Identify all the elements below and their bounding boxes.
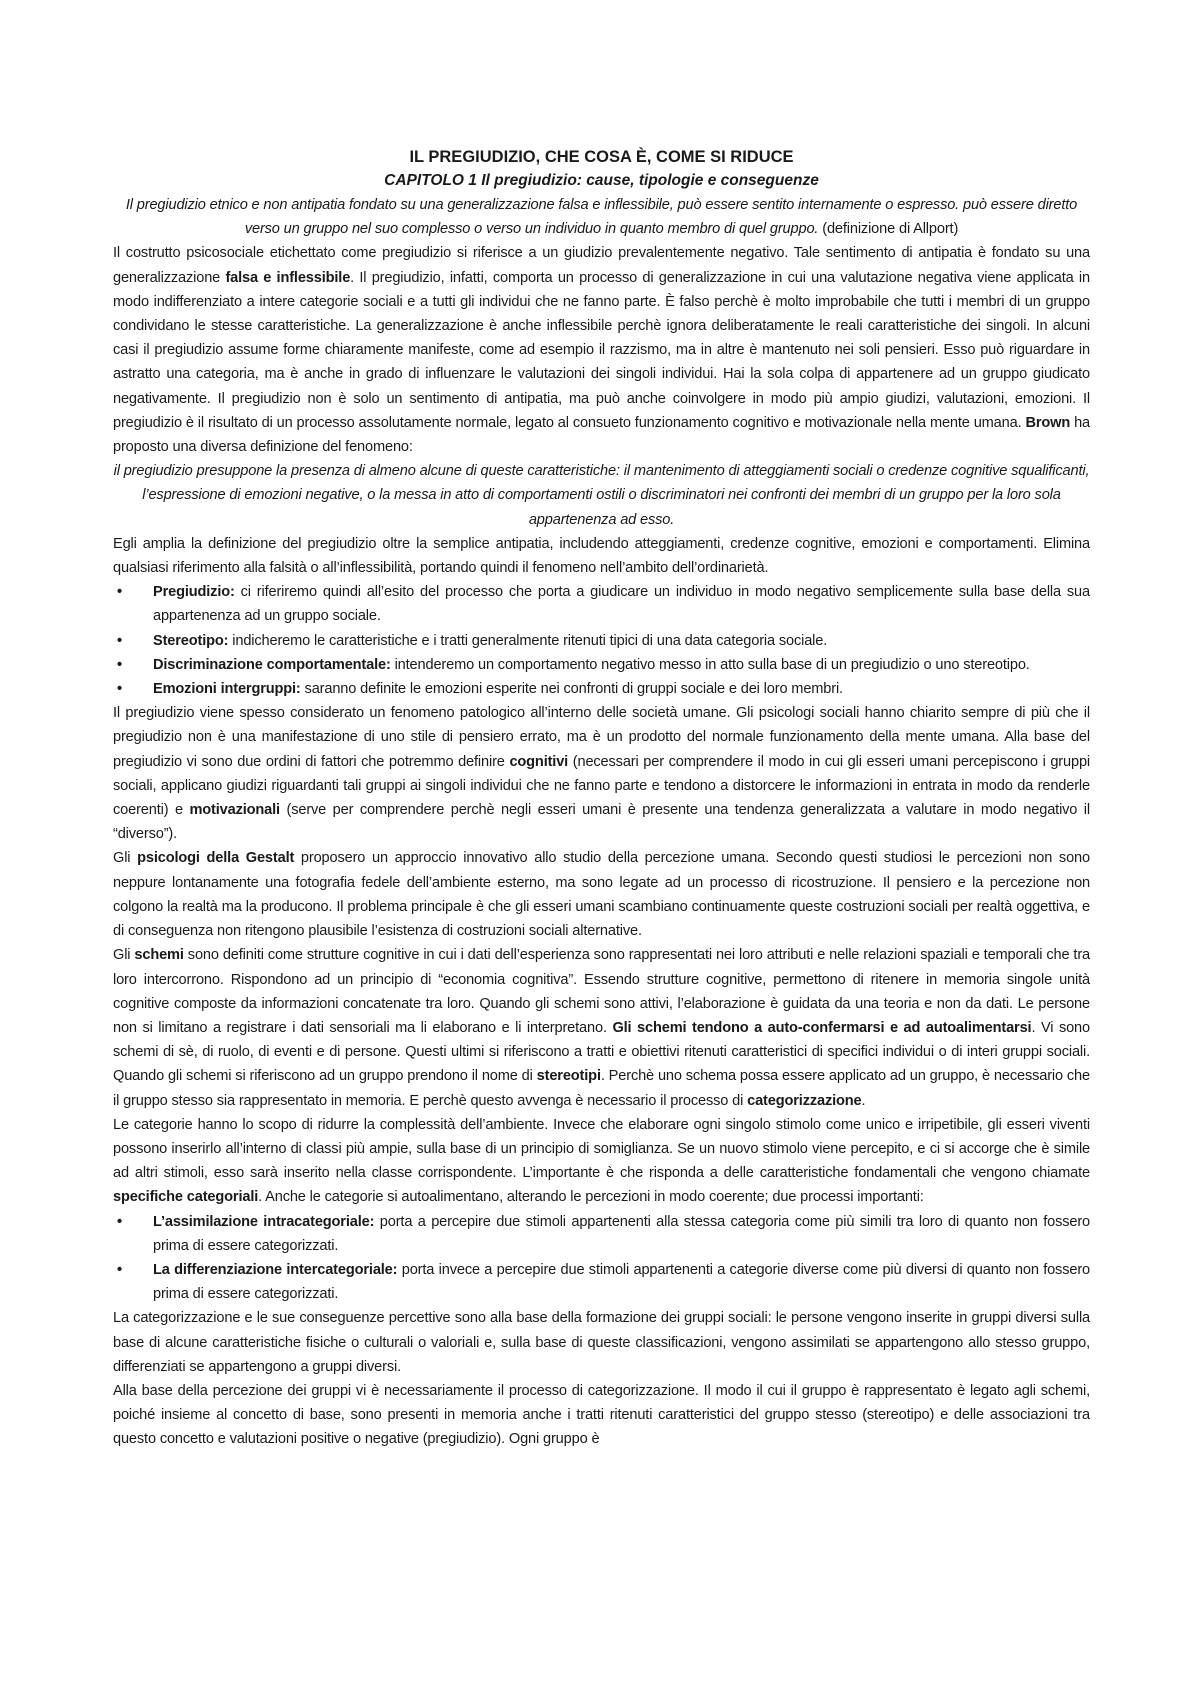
bullet-icon: • [117, 632, 122, 649]
list-item [113, 1210, 1090, 1258]
bullet-text: ci riferiremo quindi all’esito del processo che porta a giudicare un individuo in modo negativo semplicemente sulla base della sua appartenenza ad un gruppo sociale. [153, 584, 1090, 625]
list-item [113, 653, 1090, 677]
list-item [113, 629, 1090, 653]
bullet-icon: • [117, 1213, 122, 1230]
paragraph-text: Le categorie hanno lo scopo di ridurre la complessità dell’ambiente. Invece che elaborare ogni singolo stimolo come unico e irripetibile, gli esseri viventi possono inserirlo all’interno di classi più ampie, sulla base di un principio di somiglianza. Se un nuovo stimolo viene percepito, e ci si accorge che è simile ad altri stimoli, esso sarà inserito nella classe corrispondente. L’importante è che risponda a delle caratteristiche fondamentali che vengono chiamate [113, 1116, 1090, 1182]
paragraph-text: Gli [113, 947, 135, 964]
paragraph-group-perception: Alla base della percezione dei gruppi vi è necessariamente il processo di categorizzazione. Il modo il cui il gruppo è rappresentato è legato agli schemi, poiché insieme al concetto di base, sono presenti in memoria anche i tratti ritenuti caratteristici del gruppo stesso (stereotipo) e delle associazioni tra questo concetto e valutazioni positive o negative (pregiudizio). Ogni gruppo è [113, 1382, 1090, 1448]
paragraph-text: (serve per comprendere perchè negli esseri umani è presente una tendenza generalizzata a valutare in modo negativo il “diverso”). [113, 802, 1090, 843]
bullet-icon: • [117, 584, 122, 601]
paragraph-text: Gli [113, 850, 138, 867]
categorization-processes-list [113, 1210, 1090, 1307]
bullet-text: saranno definite le emozioni esperite nei confronti di gruppi sociale e dei loro membri. [300, 681, 843, 698]
paragraph-text: sono definiti come strutture cognitive in cui i dati dell’esperienza sono rappresentati nei loro attributi e nelle relazioni spaziali e temporali che tra loro intercorrono. Rispondono ad un principio di “economia cognitiva”. Essendo strutture cognitive, permettono di ritenere in memoria singole unità cognitive composte da informazioni concatenate tra loro. Quando gli schemi sono attivi, l’elaborazione è guidata da una teoria e non da dati. Le persone non si limitano a registrare i dati sensoriali ma li elaborano e li interpretano. [113, 947, 1090, 1036]
paragraph-text: Il pregiudizio viene spesso considerato un fenomeno patologico all’interno delle società umane. Gli psicologi sociali hanno chiarito sempre di più che il pregiudizio non è una manifestazione di uno stile di pensiero errato, ma è un prodotto del normale funzionamento della mente umana. Alla base del pregiudizio vi sono due ordini di fattori che potremmo definire [113, 705, 1090, 770]
paragraph-text: . [861, 1092, 866, 1109]
paragraph-text: . Perchè uno schema possa essere applicato ad un gruppo, è necessario che il gruppo stesso sia rappresentato in memoria. E perchè questo avvenga è necessario il processo di [113, 1068, 1090, 1109]
bullet-text: intenderemo un comportamento negativo messo in atto sulla base di un pregiudizio o uno stereotipo. [390, 656, 1030, 673]
bullet-term: La differenziazione intercategoriale: [153, 1261, 398, 1278]
bold-term: specifiche categoriali [113, 1189, 259, 1206]
bold-term: Brown [1025, 414, 1071, 431]
allport-definition [113, 193, 1090, 241]
list-item [113, 1258, 1090, 1306]
paragraph-text: . Vi sono schemi di sè, di ruolo, di eventi e di persone. Questi ultimi si riferiscono a tratti e obiettivi ritenuti caratteristici di specifici individui o di interi gruppi sociali. Quando gli schemi si riferiscono ad un gruppo prendono il nome di [113, 1019, 1090, 1085]
bullet-term: Emozioni intergruppi: [153, 681, 301, 698]
paragraph-text: proposero un approccio innovativo allo studio della percezione umana. Secondo questi studiosi le percezioni non sono neppure lontanamente una fotografia fedele dell’ambiente esterno, ma sono legate ad un processo di ricostruzione. Il pensiero e la percezione non colgono la realtà ma la producono. Il problema principale è che gli esseri umani scambiano continuamente queste costruzioni sociali per realtà oggettiva, e di conseguenza non ritengono plausibile l’esistenza di costruzioni sociali alternative. [113, 850, 1090, 940]
bullet-text: porta invece a percepire due stimoli appartenenti a categorie diverse come più diversi di quanto non fossero prima di essere categorizzati. [153, 1261, 1090, 1303]
bullet-icon: • [117, 1261, 122, 1278]
bold-term: falsa e inflessibile [225, 269, 351, 286]
paragraph-brown-extension: Egli amplia la definizione del pregiudizio oltre la semplice antipatia, includendo atteggiamenti, credenze cognitive, emozioni e comportamenti. Elimina qualsiasi riferimento alla falsità o all’inflessibilità, portando quindi il fenomeno nell’ambito dell’ordinarietà. [113, 535, 1090, 577]
paragraph-prejudice-definition [113, 241, 1090, 459]
list-item [113, 580, 1090, 628]
paragraph-gestalt [113, 846, 1090, 943]
bold-term: motivazionali [189, 802, 280, 819]
bold-term: schemi [134, 947, 184, 964]
brown-definition: il pregiudizio presuppone la presenza di almeno alcune di queste caratteristiche: il mantenimento di atteggiamenti sociali o credenze cognitive squalificanti, l’espressione di emozioni negative, o la messa in atto di comportamenti ostili o discriminatori nei confronti dei membri di un gruppo per la loro sola appartenenza ad esso. [113, 463, 1090, 528]
bullet-term: L’assimilazione intracategoriale: [153, 1213, 375, 1230]
paragraph-cognitive-motivational [113, 701, 1090, 846]
bold-term: cognitivi [509, 753, 569, 770]
bullet-term: Pregiudizio: [153, 584, 235, 601]
bullet-term: Stereotipo: [153, 632, 229, 649]
bullet-icon: • [117, 656, 122, 673]
bold-term: stereotipi [536, 1068, 601, 1085]
definitions-list [113, 580, 1090, 701]
bold-term: psicologi della Gestalt [137, 850, 295, 867]
paragraph-text: . Il pregiudizio, infatti, comporta un processo di generalizzazione in cui una valutazione negativa viene applicata in modo indifferenziato a intere categorie sociali e a tutti gli individui che ne fanno parte. È falso perchè è molto improbabile che tutti i membri di un gruppo condividano le stesse caratteristiche. La generalizzazione è anche inflessibile perchè ignora deliberatamente le reali caratteristiche dei singoli. In alcuni casi il pregiudizio assume forme chiaramente manifeste, come ad esempio il razzismo, ma in altre è mantenuto nei soli pensieri. Esso può riguardare in astratto una categoria, ma è anche in grado di influenzare le valutazioni dei singoli individui. Hai la sola colpa di appartenere ad un gruppo giudicato negativamente. Il pregiudizio non è solo un sentimento di antipatia, ma può anche coinvolgere in modo più ampio giudizi, valutazioni, emozioni. Il pregiudizio è il risultato di un processo assolutamente normale, legato al consueto funzionamento cognitivo e motivazionale nella mente umana. [113, 269, 1090, 431]
bullet-text: porta a percepire due stimoli appartenenti alla stessa categoria come più simili tra loro di quanto non fossero prima di essere categorizzati. [153, 1213, 1091, 1254]
bullet-term: Discriminazione comportamentale: [153, 656, 391, 673]
bullet-icon: • [117, 681, 122, 698]
paragraph-text: Il costrutto psicosociale etichettato come pregiudizio si riferisce a un giudizio prevalentemente negativo. Tale sentimento di antipatia è fondato su una generalizzazione [113, 245, 1090, 286]
paragraph-text: ha proposto una diversa definizione del fenomeno: [113, 414, 1090, 456]
list-item [113, 677, 1090, 701]
paragraph-categories [113, 1113, 1090, 1210]
paragraph-text: (necessari per comprendere il modo in cui gli esseri umani percepiscono i gruppi sociali, applicano giudizi riguardanti tali gruppi ai singoli individui che ne fanno parte e tendono a distorcere le informazioni in entrata in modo da renderle coerenti) e [113, 753, 1091, 819]
allport-attribution: (definizione di Allport) [818, 221, 959, 238]
allport-definition-text: Il pregiudizio etnico e non antipatia fondato su una generalizzazione falsa e inflessibile, può essere sentito internamente o espresso. può essere diretto verso un gruppo nel suo complesso o verso un individuo in quanto membro di quel gruppo. [125, 197, 1078, 238]
bullet-text: indicheremo le caratteristiche e i tratti generalmente ritenuti tipici di una data categoria sociale. [228, 632, 828, 649]
paragraph-schemas [113, 943, 1090, 1112]
document-title: IL PREGIUDIZIO, CHE COSA È, COME SI RIDUCE [409, 148, 794, 166]
bold-term: categorizzazione [747, 1092, 862, 1109]
paragraph-text: . Anche le categorie si autoalimentano, alterando le percezioni in modo coerente; due processi importanti: [258, 1189, 924, 1206]
bold-term: Gli schemi tendono a auto-confermarsi e ad autoalimentarsi [612, 1019, 1032, 1036]
chapter-subtitle: CAPITOLO 1 Il pregiudizio: cause, tipologie e conseguenze [384, 172, 819, 189]
paragraph-social-groups: La categorizzazione e le sue conseguenze percettive sono alla base della formazione dei gruppi sociali: le persone vengono inserite in gruppi diversi sulla base di alcune caratteristiche fisiche o culturali o valoriali e, sulla base di queste classificazioni, vengono assimilati se appartengono allo stesso gruppo, differenziati se appartengono a gruppi diversi. [113, 1310, 1090, 1375]
